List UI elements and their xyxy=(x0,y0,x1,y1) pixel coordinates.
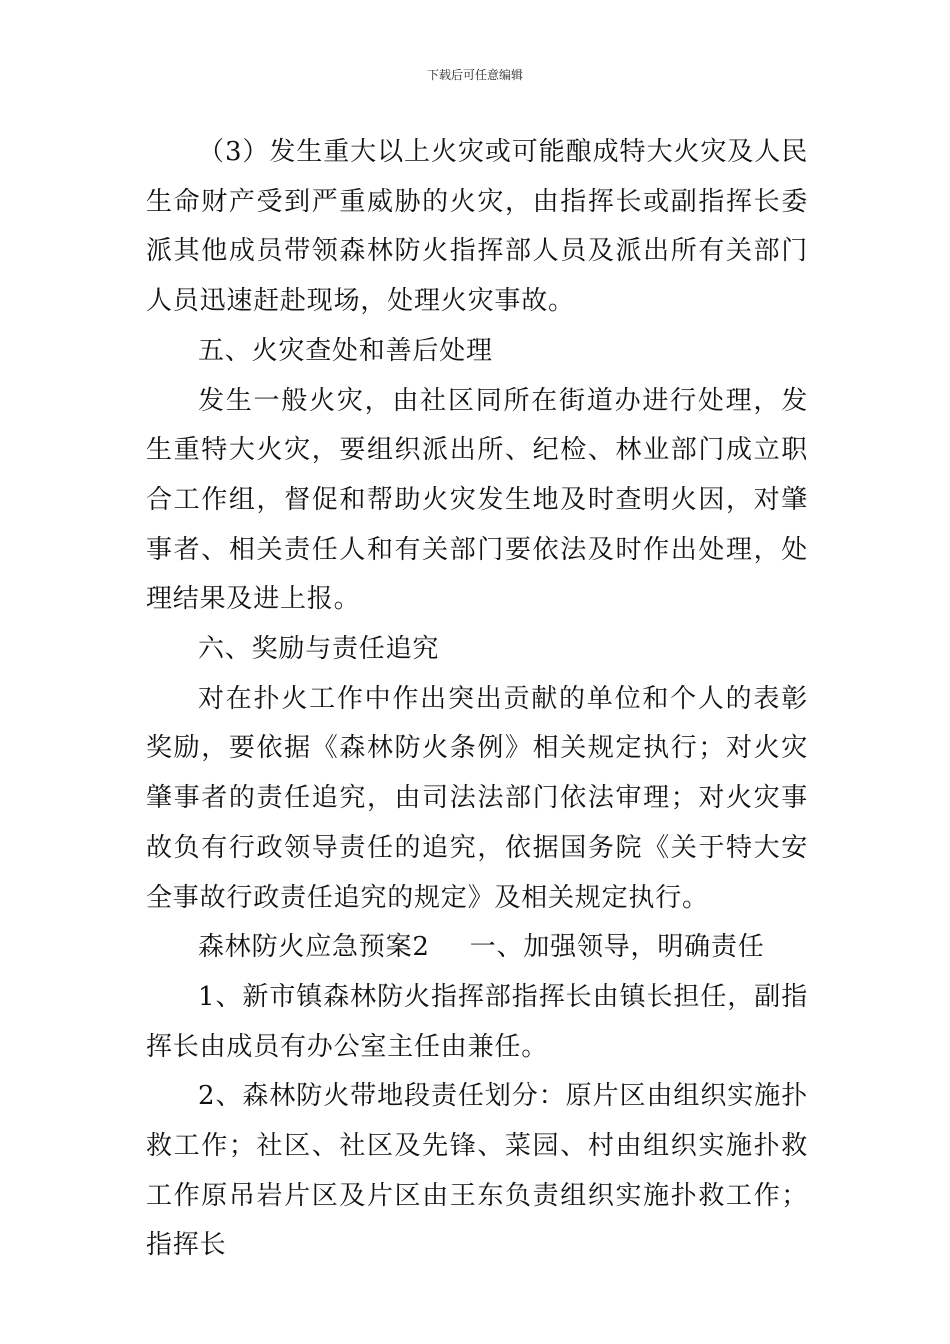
heading-rewards-accountability: 六、奖励与责任追究 xyxy=(198,634,440,665)
section-2-title-line xyxy=(146,923,808,973)
paragraph-commander-assignment: 1、新市镇森林防火指挥部指挥长由镇长担任，副指挥长由成员有办公室主任由兼任。 xyxy=(146,981,808,1062)
paragraph-zone-responsibility: 2、森林防火带地段责任划分：原片区由组织实施扑救工作；社区、社区及先锋、菜园、村由组织实施扑救工作原吊岩片区及片区由王东负责组织实施扑救工作；指挥长 xyxy=(146,1081,808,1261)
section-2-heading: 一、加强领导，明确责任 xyxy=(469,932,765,963)
page-header-note: 下载后可任意编辑 xyxy=(426,68,523,82)
paragraph-fire-response-3: （3）发生重大以上火灾或可能酿成特大火灾及人民生命财产受到严重威胁的火灾，由指挥长或副指挥长委派其他成员带领森林防火指挥部人员及派出所有关部门人员迅速赶赴现场，处理火灾事故。 xyxy=(146,137,808,317)
paragraph-rewards-accountability: 对在扑火工作中作出突出贡献的单位和个人的表彰奖励，要依据《森林防火条例》相关规定执行；对火灾肇事者的责任追究，由司法法部门依法审理；对火灾事故负有行政领导责任的追究，依据国务院《关于特大安全事故行政责任追究的规定》及相关规定执行。 xyxy=(146,683,808,913)
paragraph-fire-investigation: 发生一般火灾，由社区同所在街道办进行处理，发生重特大火灾，要组织派出所、纪检、林业部门成立职合工作组，督促和帮助火灾发生地及时查明火因，对肇事者、相关责任人和有关部门要依法及时作出处理，处理结果及进上报。 xyxy=(146,385,808,615)
document-body xyxy=(146,128,808,1271)
heading-fire-investigation: 五、火灾查处和善后处理 xyxy=(198,335,493,366)
section-2-title: 森林防火应急预案2 xyxy=(198,932,430,963)
